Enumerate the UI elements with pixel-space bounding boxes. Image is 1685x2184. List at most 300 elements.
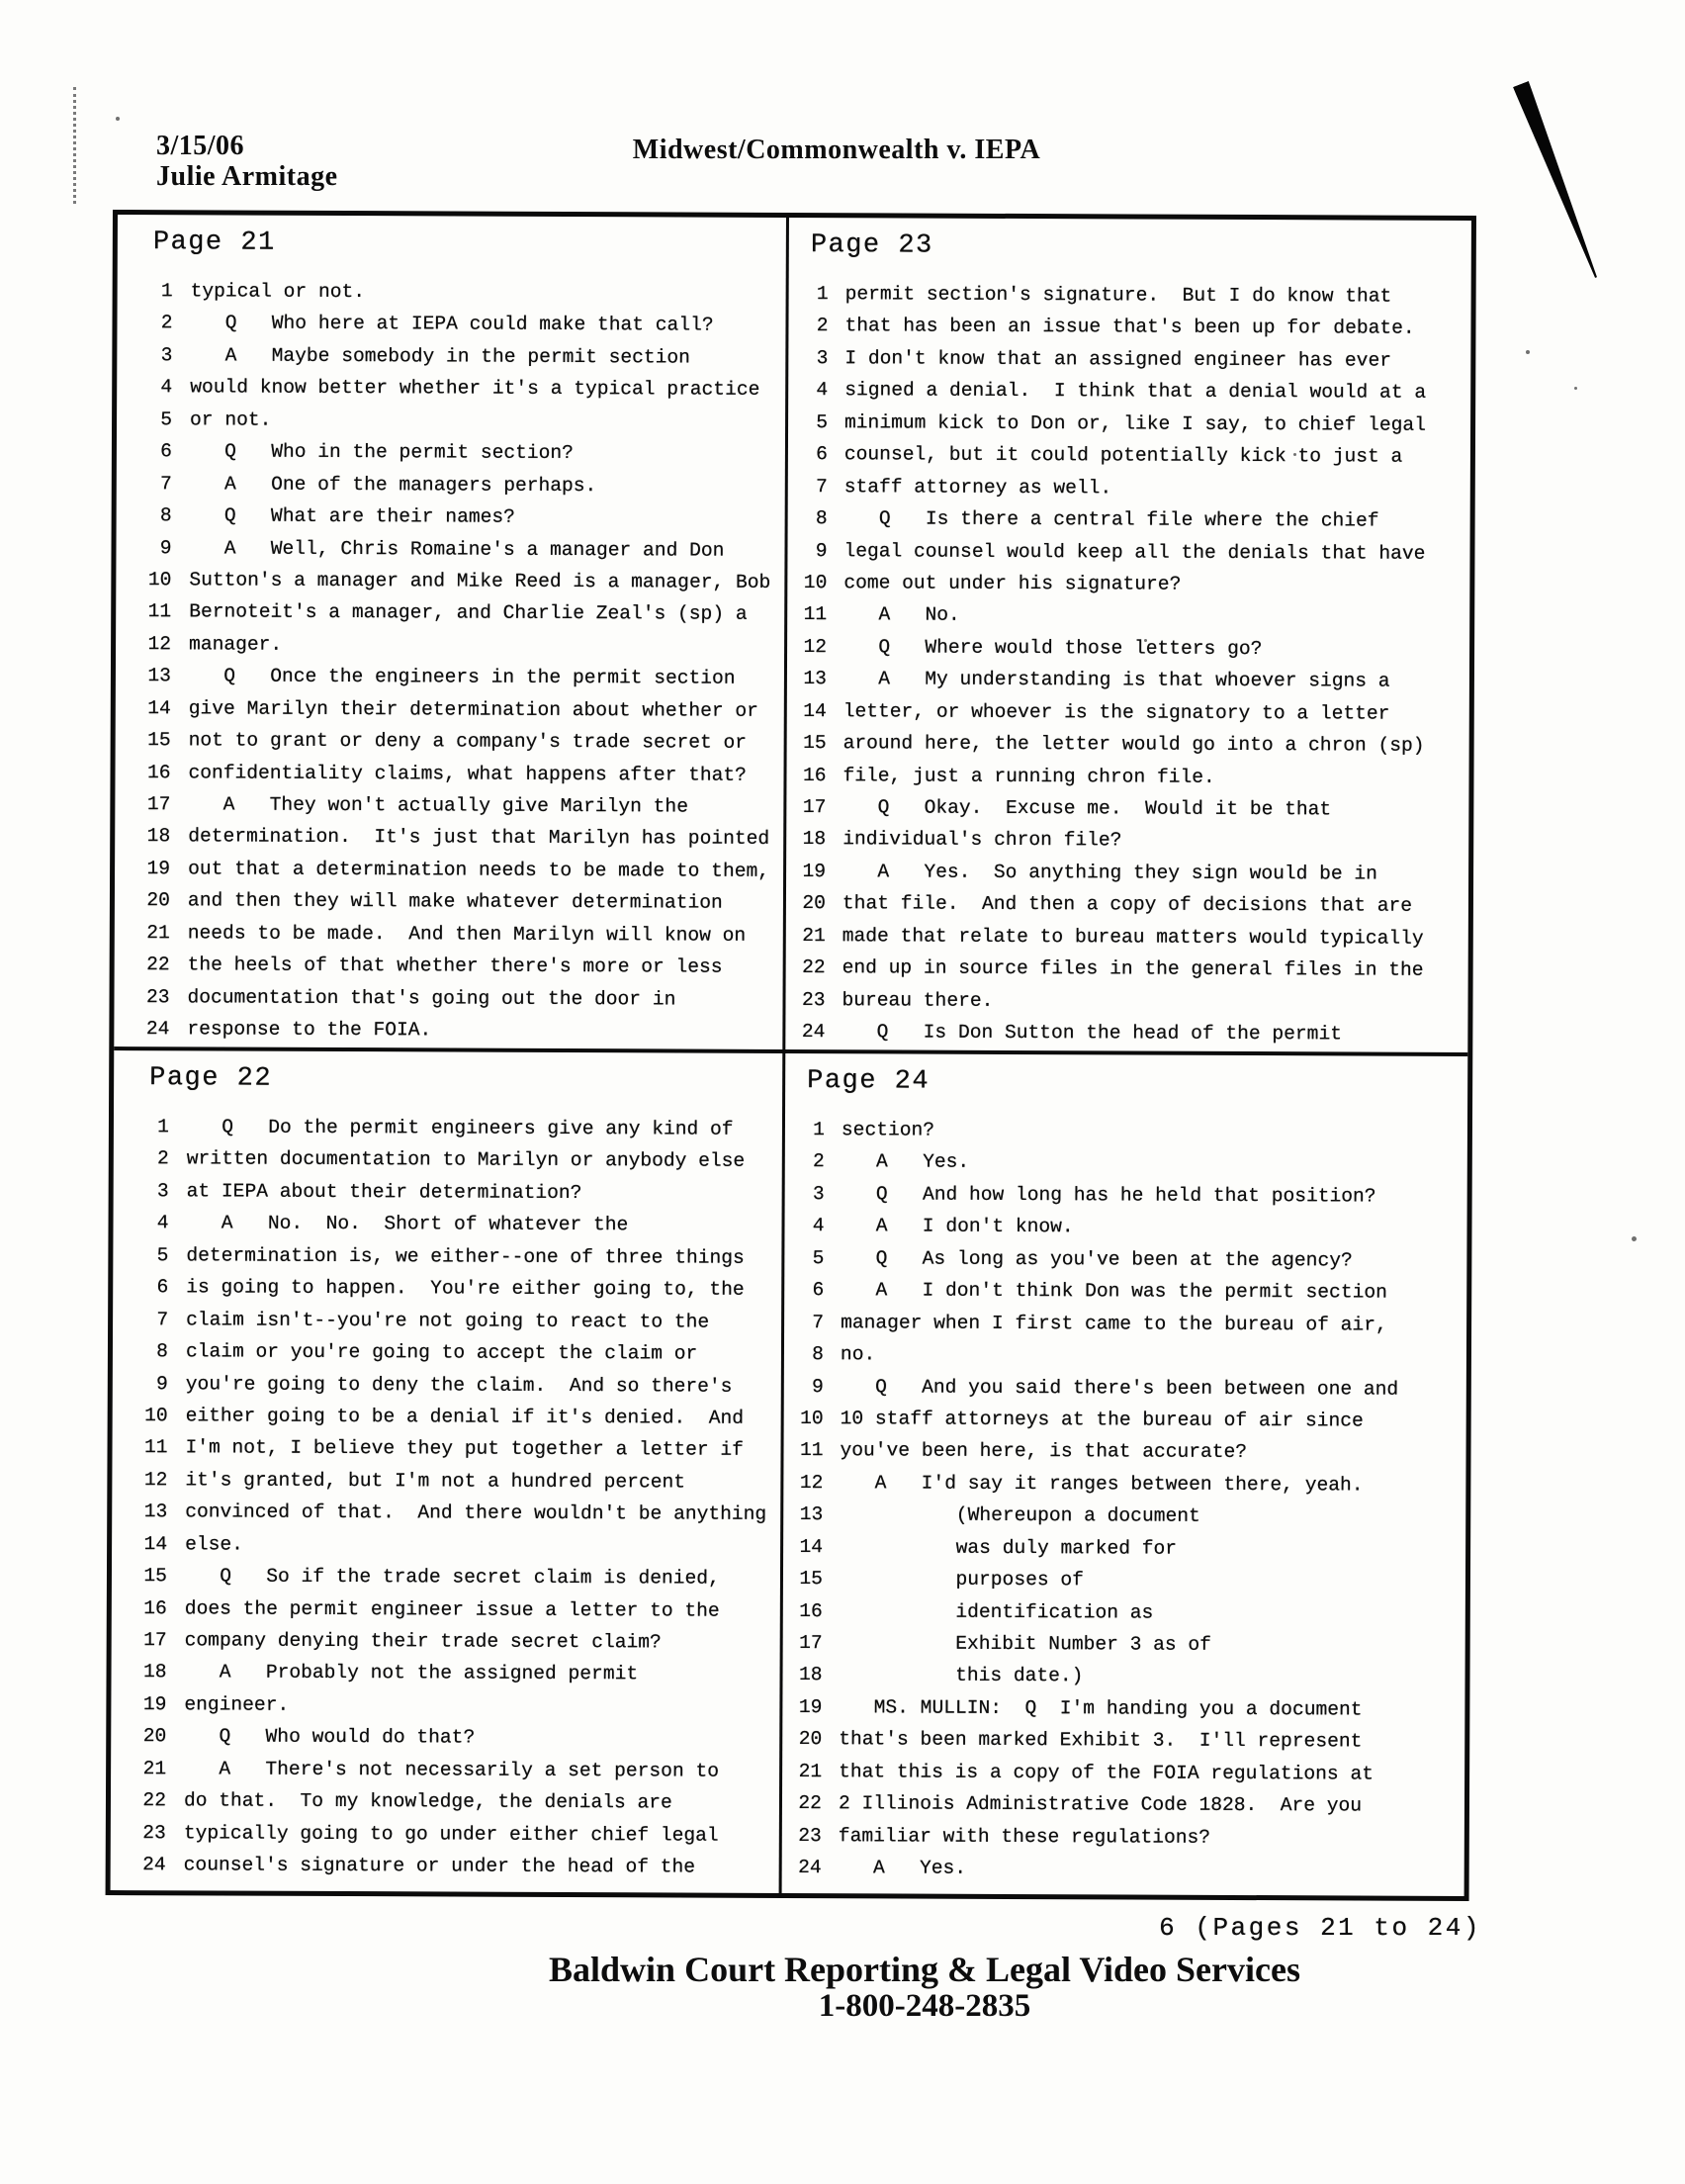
- transcript-line: [117, 404, 785, 438]
- line-number: 2: [816, 315, 829, 337]
- transcript-line: [784, 1210, 1466, 1244]
- transcript-page-23: [785, 218, 1471, 1052]
- line-number: 17: [143, 1629, 167, 1652]
- line-text: needs to be made. And then Marilyn will know on: [187, 922, 747, 947]
- transcript-line: [784, 1307, 1466, 1341]
- transcript-line: [111, 1720, 779, 1755]
- line-text: purposes of: [839, 1568, 1084, 1592]
- line-number: 4: [156, 1212, 169, 1234]
- line-number: 5: [160, 408, 173, 431]
- line-number: 2: [156, 1147, 169, 1170]
- transcript-line: [785, 1145, 1467, 1180]
- page-lines: [785, 278, 1470, 1051]
- transcript-line: [782, 1723, 1464, 1758]
- line-text: A I'd say it ranges between there, yeah.: [840, 1472, 1364, 1497]
- line-text: bureau there.: [842, 988, 994, 1012]
- line-text: the heels of that whether there's more or less: [187, 954, 723, 978]
- line-text: company denying their trade secret claim?: [184, 1629, 662, 1654]
- transcript-line: [111, 1656, 779, 1690]
- line-number: 5: [156, 1243, 169, 1267]
- line-number: 11: [803, 603, 828, 626]
- transcript-line: [113, 1400, 781, 1434]
- line-text: this date.): [839, 1664, 1084, 1687]
- line-number: 7: [159, 472, 172, 495]
- line-text: letter, or whoever is the signatory to a letter: [842, 699, 1390, 725]
- line-number: 8: [156, 1340, 169, 1363]
- line-number: 4: [160, 376, 173, 399]
- scan-speck: [1526, 350, 1530, 354]
- line-text: Q And how long has he held that position?: [841, 1183, 1376, 1208]
- transcript-line: [114, 1111, 782, 1145]
- line-number: 3: [160, 344, 173, 367]
- line-text: was duly marked for: [840, 1535, 1178, 1560]
- line-number: 11: [799, 1439, 824, 1462]
- line-number: 16: [143, 1596, 167, 1619]
- transcript-line: [117, 500, 785, 534]
- line-text: Q Do the permit engineers give any kind of: [186, 1116, 734, 1140]
- line-text: and then they will make whatever determination: [187, 889, 723, 915]
- transcript-line: [783, 1531, 1465, 1566]
- page-lines: [111, 1111, 782, 1883]
- line-text: that has been an issue that's been up for debate.: [844, 315, 1415, 340]
- transcript-line: [782, 1756, 1464, 1790]
- transcript-line: [112, 1496, 780, 1530]
- line-number: 19: [142, 1693, 167, 1716]
- line-number: 6: [160, 440, 172, 463]
- line-number: 7: [815, 475, 828, 498]
- line-text: it's granted, but I'm not a hundred percent: [185, 1469, 686, 1494]
- line-number: 16: [799, 1599, 823, 1622]
- line-number: 13: [147, 665, 171, 687]
- line-number: 3: [816, 346, 829, 370]
- line-text: Q Okay. Excuse me. Would it be that: [842, 796, 1332, 821]
- line-number: 20: [146, 889, 171, 912]
- transcript-line: [787, 631, 1469, 666]
- line-number: 9: [812, 1375, 824, 1398]
- transcript-line: [788, 438, 1470, 473]
- transcript-line: [114, 1013, 782, 1047]
- transcript-page-21: [114, 215, 786, 1049]
- transcript-line: [114, 1175, 782, 1210]
- transcript-line: [787, 598, 1469, 633]
- line-number: 4: [816, 379, 829, 402]
- transcript-line: [788, 374, 1470, 409]
- transcript-line: [783, 1499, 1465, 1533]
- transcript-line: [112, 1528, 780, 1563]
- line-number: 22: [802, 956, 826, 979]
- line-number: 6: [156, 1276, 169, 1299]
- transcript-line: [116, 628, 784, 663]
- line-number: 1: [816, 283, 829, 306]
- line-text: claim isn't--you're not going to react to the: [186, 1308, 710, 1333]
- transcript-line: [784, 1370, 1466, 1405]
- transcript-line: [785, 984, 1467, 1019]
- scan-speck: [116, 117, 120, 121]
- line-text: minimum kick to Don or, like I say, to chief legal: [844, 410, 1427, 436]
- transcript-line: [786, 856, 1468, 890]
- transcript-line: [783, 1627, 1465, 1662]
- line-number: 12: [147, 632, 172, 656]
- line-number: 14: [143, 1532, 168, 1555]
- transcript-line: [112, 1431, 780, 1466]
- line-number: 8: [159, 504, 172, 527]
- transcript-line: [785, 1114, 1467, 1148]
- line-text: A They won't actually give Marilyn the: [188, 793, 689, 818]
- line-number: 15: [147, 729, 171, 752]
- line-text: convinced of that. And there wouldn't be anything: [185, 1501, 767, 1526]
- line-number: 12: [143, 1468, 168, 1492]
- line-number: 18: [798, 1664, 823, 1686]
- line-number: 6: [816, 443, 828, 466]
- line-text: not to grant or deny a company's trade secret or: [188, 729, 748, 754]
- line-number: 7: [812, 1311, 825, 1333]
- transcript-line: [788, 310, 1470, 344]
- line-text: 10 staff attorneys at the bureau of air since: [840, 1408, 1364, 1432]
- transcript-line: [116, 724, 784, 759]
- line-text: Q What are their names?: [189, 504, 515, 528]
- line-text: legal counsel would keep all the denials that have: [843, 539, 1426, 565]
- transcript-line: [116, 692, 784, 727]
- transcript-line: [782, 1852, 1464, 1886]
- line-text: claim or you're going to accept the claim or: [185, 1340, 698, 1365]
- line-text: confidentiality claims, what happens after that?: [188, 761, 747, 786]
- line-number: 13: [803, 668, 827, 690]
- line-text: manager when I first came to the bureau of air,: [841, 1311, 1387, 1336]
- line-number: 13: [143, 1501, 168, 1523]
- line-number: 16: [146, 761, 171, 783]
- line-number: 22: [798, 1792, 823, 1815]
- line-number: 22: [146, 954, 170, 976]
- line-text: response to the FOIA.: [187, 1018, 432, 1042]
- deposition-date: 3/15/06: [156, 131, 245, 161]
- transcript-line: [788, 407, 1470, 441]
- transcript-line: [788, 471, 1470, 505]
- transcript-line: [117, 339, 785, 374]
- line-number: 5: [816, 410, 829, 433]
- transcript-line: [111, 1817, 779, 1852]
- line-number: 23: [801, 988, 826, 1011]
- transcript-line: [117, 435, 785, 470]
- line-text: determination. It's just that Marilyn has pointed: [188, 825, 770, 851]
- reporting-phone: 1-800-248-2835: [818, 1988, 1031, 2024]
- line-number: 9: [815, 539, 828, 562]
- page-lines: [782, 1114, 1467, 1887]
- line-text: is going to happen. You're either going to, the: [186, 1276, 745, 1301]
- transcript-line: [784, 1338, 1466, 1373]
- deponent-name: Julie Armitage: [156, 161, 338, 192]
- line-text: Sutton's a manager and Mike Reed is a manager, Bob: [189, 569, 771, 593]
- line-number: 14: [799, 1535, 824, 1558]
- line-text: do that. To my knowledge, the denials are: [183, 1789, 672, 1814]
- transcript-line: [785, 1016, 1467, 1050]
- line-number: 10: [147, 569, 172, 592]
- line-number: 15: [799, 1568, 824, 1591]
- transcript-line: [782, 1659, 1464, 1693]
- line-text: section?: [841, 1119, 935, 1141]
- page-heading: Page 21: [152, 228, 276, 258]
- line-text: you've been here, is that accurate?: [840, 1439, 1248, 1464]
- line-text: A One of the managers perhaps.: [189, 472, 597, 497]
- transcript-line: [782, 1787, 1464, 1822]
- transcript-line: [787, 534, 1469, 569]
- line-text: at IEPA about their determination?: [186, 1180, 582, 1204]
- line-text: engineer.: [184, 1693, 290, 1716]
- line-text: MS. MULLIN: Q I'm handing you a document: [839, 1696, 1363, 1721]
- line-text: around here, the letter would go into a chron (sp): [842, 732, 1425, 757]
- line-text: or not.: [190, 409, 272, 431]
- line-text: else.: [185, 1533, 243, 1556]
- transcript-line: [113, 1335, 781, 1370]
- line-number: 24: [801, 1021, 826, 1044]
- transcript-line: [118, 275, 786, 310]
- page-lines: [114, 275, 785, 1047]
- page-heading: Page 22: [149, 1063, 273, 1094]
- transcript-line: [113, 1239, 781, 1274]
- transcript-line: [787, 567, 1469, 601]
- transcript-line: [783, 1595, 1465, 1630]
- line-text: Q Once the engineers in the permit section: [188, 665, 736, 690]
- line-text: A Probably not the assigned permit: [184, 1661, 639, 1685]
- transcript-line: [111, 1784, 779, 1819]
- footer-reporter-block: [549, 1951, 1300, 2024]
- transcript-line: [111, 1849, 779, 1883]
- line-text: Bernoteit's a manager, and Charlie Zeal's (sp) a: [189, 600, 748, 626]
- transcript-line: [112, 1624, 780, 1659]
- line-text: you're going to deny the claim. And so there's: [185, 1372, 733, 1398]
- line-text: does the permit engineer issue a letter to the: [184, 1596, 720, 1622]
- transcript-line: [115, 949, 783, 983]
- line-text: manager.: [189, 633, 283, 656]
- line-number: 3: [812, 1182, 825, 1206]
- transcript-line: [784, 1403, 1466, 1437]
- transcript-line: [783, 1563, 1465, 1597]
- line-number: 11: [143, 1436, 168, 1459]
- line-number: 24: [145, 1018, 170, 1041]
- line-number: 10: [800, 1407, 824, 1430]
- line-number: 1: [157, 1116, 170, 1138]
- transcript-line: [784, 1242, 1466, 1277]
- line-text: identification as: [839, 1599, 1154, 1624]
- line-text: Exhibit Number 3 as of: [839, 1632, 1211, 1656]
- transcript-line: [115, 853, 783, 887]
- line-number: 10: [803, 571, 828, 594]
- line-text: that this is a copy of the FOIA regulations at: [839, 1760, 1375, 1785]
- transcript-line: [111, 1688, 779, 1723]
- transcript-line: [115, 788, 783, 823]
- line-text: counsel's signature or under the head of the: [183, 1854, 696, 1878]
- line-number: 8: [815, 507, 828, 530]
- transcript-line: [111, 1753, 779, 1787]
- footer-page-range: 6 (Pages 21 to 24): [1159, 1913, 1481, 1943]
- line-text: Q Is there a central file where the chief: [843, 507, 1379, 532]
- transcript-line: [115, 820, 783, 855]
- line-number: 1: [160, 280, 173, 303]
- line-number: 21: [798, 1760, 823, 1782]
- line-number: 19: [798, 1695, 823, 1719]
- transcript-line: [115, 757, 783, 791]
- transcript-grid: [106, 210, 1476, 1901]
- line-text: Q Who in the permit section?: [189, 440, 575, 465]
- line-number: 11: [147, 600, 172, 623]
- line-number: 22: [142, 1789, 167, 1812]
- line-number: 24: [142, 1854, 166, 1876]
- line-number: 12: [803, 635, 828, 658]
- line-number: 15: [143, 1565, 168, 1588]
- line-text: made that relate to bureau matters would typically: [842, 924, 1424, 950]
- transcript-line: [115, 917, 783, 952]
- line-text: would know better whether it's a typical practice: [190, 376, 760, 402]
- line-text: determination is, we either--one of three things: [186, 1244, 745, 1269]
- transcript-line: [114, 981, 782, 1016]
- line-text: A There's not necessarily a set person to: [184, 1758, 720, 1782]
- transcript-line: [116, 660, 784, 694]
- line-number: 1: [813, 1119, 825, 1141]
- line-text: A Yes.: [838, 1857, 967, 1879]
- line-text: signed a denial. I think that a denial would at a: [844, 379, 1427, 405]
- line-number: 17: [146, 793, 171, 816]
- line-number: 9: [156, 1372, 168, 1395]
- line-text: A No. No. Short of whatever the: [186, 1212, 629, 1236]
- line-text: typically going to go under either chief legal: [183, 1821, 719, 1847]
- line-number: 17: [802, 796, 827, 819]
- line-number: 20: [142, 1725, 167, 1748]
- line-number: 18: [146, 825, 171, 848]
- line-text: that's been marked Exhibit 3. I'll represent: [839, 1728, 1363, 1753]
- transcript-line: [113, 1271, 781, 1306]
- line-number: 9: [159, 536, 172, 559]
- transcript-line: [786, 791, 1468, 826]
- line-number: 2: [812, 1150, 825, 1173]
- line-text: A My understanding is that whoever signs a: [842, 668, 1390, 692]
- line-text: I don't know that an assigned engineer has ever: [844, 347, 1392, 372]
- line-number: 23: [798, 1824, 822, 1847]
- line-number: 4: [812, 1215, 825, 1237]
- line-number: 2: [160, 312, 173, 334]
- line-number: 5: [812, 1246, 825, 1269]
- transcript-line: [116, 532, 784, 567]
- line-text: out that a determination needs to be made to them,: [188, 858, 770, 882]
- line-text: file, just a running chron file.: [842, 764, 1215, 788]
- line-number: 19: [146, 858, 171, 880]
- transcript-line: [787, 695, 1469, 730]
- line-number: 6: [812, 1279, 825, 1302]
- line-text: 2 Illinois Administrative Code 1828. Are you: [838, 1792, 1363, 1817]
- line-text: Q Where would those letters go?: [843, 636, 1263, 660]
- transcript-line: [787, 727, 1469, 762]
- transcript-line: [788, 502, 1470, 537]
- line-text: Q Who here at IEPA could make that call?: [190, 312, 714, 337]
- transcript-line: [114, 1142, 782, 1177]
- line-text: end up in source files in the general files in the: [842, 956, 1424, 981]
- line-text: permit section's signature. But I do know that: [844, 283, 1392, 308]
- line-text: A Yes. So anything they sign would be in: [842, 861, 1378, 885]
- line-text: I'm not, I believe they put together a letter if: [185, 1436, 744, 1462]
- transcript-line: [116, 564, 784, 598]
- line-text: A I don't know.: [841, 1215, 1074, 1238]
- line-text: Q Is Don Sutton the head of the permit: [842, 1021, 1343, 1046]
- line-number: 18: [802, 828, 827, 851]
- line-text: Q As long as you've been at the agency?: [841, 1246, 1353, 1272]
- line-number: 21: [146, 921, 170, 945]
- line-number: 18: [142, 1661, 167, 1684]
- scan-slash-artifact: [1513, 81, 1603, 281]
- transcript-line: [783, 1467, 1465, 1502]
- line-number: 15: [803, 732, 827, 755]
- transcript-line: [112, 1560, 780, 1594]
- transcript-line: [112, 1592, 780, 1627]
- transcript-line: [788, 342, 1470, 377]
- transcript-line: [116, 595, 784, 630]
- line-text: come out under his signature?: [843, 572, 1182, 595]
- transcript-line: [784, 1274, 1466, 1309]
- line-number: 24: [798, 1857, 822, 1879]
- line-number: 14: [147, 696, 171, 719]
- transcript-page-22: [111, 1050, 783, 1893]
- line-text: A Maybe somebody in the permit section: [190, 344, 691, 369]
- transcript-line: [113, 1207, 781, 1241]
- transcript-line: [786, 887, 1468, 922]
- transcript-line: [113, 1368, 781, 1403]
- transcript-line: [786, 823, 1468, 858]
- line-text: written documentation to Marilyn or anybody else: [186, 1147, 746, 1173]
- line-number: 17: [799, 1632, 823, 1655]
- line-number: 13: [799, 1503, 824, 1526]
- transcript-line: [786, 952, 1468, 986]
- line-number: 20: [802, 892, 826, 915]
- transcript-line: [782, 1820, 1464, 1855]
- line-number: 7: [156, 1308, 169, 1330]
- transcript-line: [786, 920, 1468, 955]
- line-number: 12: [799, 1471, 824, 1494]
- line-number: 16: [802, 764, 827, 786]
- line-text: give Marilyn their determination about whether or: [188, 697, 759, 722]
- line-text: no.: [840, 1343, 876, 1366]
- line-text: documentation that's going out the door in: [187, 985, 676, 1011]
- scan-speck: [1574, 387, 1577, 390]
- line-number: 10: [144, 1405, 168, 1427]
- line-text: Q And you said there's been between one and: [840, 1375, 1399, 1401]
- case-title: Midwest/Commonwealth v. IEPA: [632, 135, 1041, 165]
- line-number: 8: [812, 1343, 825, 1366]
- line-text: A Well, Chris Romaine's a manager and Don: [189, 536, 725, 562]
- line-number: 20: [798, 1728, 823, 1751]
- transcript-line: [783, 1434, 1465, 1469]
- line-text: counsel, but it could potentially kick to just a: [843, 443, 1403, 468]
- line-number: 21: [142, 1757, 167, 1780]
- line-text: Q So if the trade secret claim is denied,: [184, 1565, 720, 1590]
- transcript-page-24: [782, 1053, 1468, 1896]
- transcript-line: [117, 371, 785, 406]
- line-text: individual's chron file?: [842, 828, 1122, 852]
- transcript-line: [787, 663, 1469, 697]
- line-number: 23: [145, 985, 170, 1008]
- line-text: either going to be a denial if it's denied. And: [185, 1405, 745, 1429]
- scan-speck: [1632, 1236, 1637, 1241]
- line-text: that file. And then a copy of decisions that are: [842, 892, 1413, 918]
- line-text: staff attorney as well.: [843, 475, 1112, 500]
- page-heading: Page 24: [807, 1066, 931, 1097]
- line-text: A No.: [843, 603, 960, 627]
- line-text: Q Who would do that?: [184, 1725, 476, 1749]
- transcript-line: [117, 468, 785, 502]
- line-text: A I don't think Don was the permit section: [841, 1279, 1387, 1304]
- line-number: 23: [142, 1821, 166, 1844]
- line-number: 21: [802, 924, 826, 947]
- reporting-company: Baldwin Court Reporting & Legal Video Services: [549, 1950, 1300, 1989]
- transcript-line: [789, 278, 1471, 313]
- line-text: A Yes.: [841, 1150, 970, 1174]
- transcript-line: [117, 307, 785, 341]
